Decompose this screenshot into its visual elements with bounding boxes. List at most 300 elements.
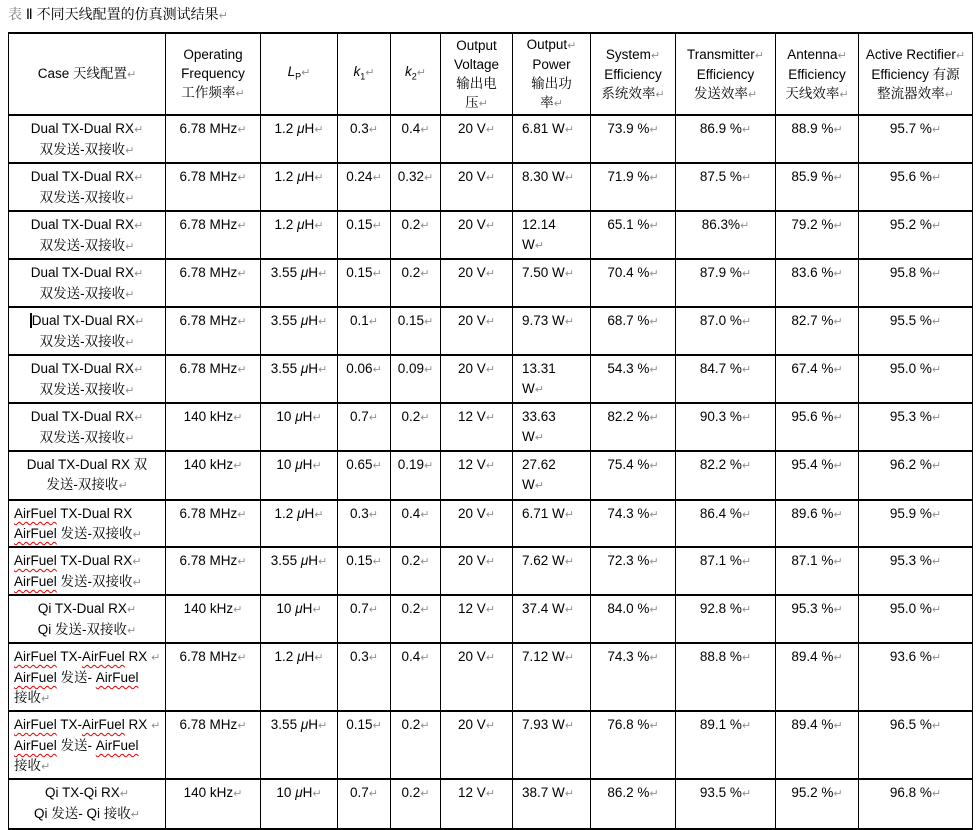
return-mark: ↵ (416, 65, 426, 79)
return-mark: ↵ (424, 363, 434, 376)
cell-r2-tx[interactable]: 87.5 %↵ (676, 163, 776, 211)
cell-r14-freq[interactable]: 140 kHz↵ (166, 779, 261, 829)
cell-r9-k1[interactable]: 0.3↵ (338, 500, 391, 547)
return-mark: ↵ (741, 603, 752, 616)
return-mark: ↵ (132, 576, 142, 589)
cell-r12-sys[interactable]: 74.3 %↵ (591, 643, 676, 711)
cell-r1-lp[interactable]: 1.2 μH↵ (261, 115, 338, 163)
cell-r14-k1[interactable]: 0.7↵ (338, 779, 391, 829)
cell-r6-lp[interactable]: 3.55 μH↵ (261, 355, 338, 403)
return-mark: ↵ (564, 651, 574, 664)
return-mark: ↵ (372, 555, 382, 568)
cell-r1-vout[interactable]: 20 V↵ (441, 115, 513, 163)
cell-r10-freq[interactable]: 6.78 MHz↵ (166, 547, 261, 595)
cell-r7-vout[interactable]: 12 V↵ (441, 403, 513, 451)
cell-r1-rect[interactable]: 95.7 %↵ (859, 115, 973, 163)
cell-r3-k2[interactable]: 0.2↵ (391, 211, 441, 259)
return-mark: ↵ (420, 555, 430, 568)
cell-r6-freq[interactable]: 6.78 MHz↵ (166, 355, 261, 403)
table-row (9, 711, 973, 779)
cell-r3-pout[interactable]: 12.14 W↵ (513, 211, 591, 259)
return-mark: ↵ (839, 87, 849, 101)
cell-r13-vout[interactable]: 20 V↵ (441, 711, 513, 779)
return-mark: ↵ (301, 65, 311, 79)
return-mark: ↵ (151, 719, 161, 732)
cell-r7-case[interactable]: Dual TX-Dual RX↵ 双发送-双接收↵ (9, 403, 166, 451)
return-mark: ↵ (314, 171, 324, 184)
cell-r5-lp[interactable]: 3.55 μH↵ (261, 307, 338, 355)
return-mark: ↵ (125, 432, 135, 445)
cell-r6-k2[interactable]: 0.09↵ (391, 355, 441, 403)
return-mark: ↵ (833, 787, 843, 800)
return-mark: ↵ (741, 123, 752, 136)
return-mark: ↵ (41, 760, 51, 773)
cell-r11-sys[interactable]: 84.0 %↵ (591, 595, 676, 643)
cell-r5-vout[interactable]: 20 V↵ (441, 307, 513, 355)
cell-r3-vout[interactable]: 20 V↵ (441, 211, 513, 259)
cell-r6-sys[interactable]: 54.3 %↵ (591, 355, 676, 403)
return-mark: ↵ (368, 123, 378, 136)
cell-r1-k2[interactable]: 0.4↵ (391, 115, 441, 163)
return-mark: ↵ (125, 384, 135, 397)
return-mark: ↵ (649, 411, 659, 424)
cell-r8-lp[interactable]: 10 μH↵ (261, 451, 338, 500)
cell-r13-sys[interactable]: 76.8 %↵ (591, 711, 676, 779)
return-mark: ↵ (833, 123, 843, 136)
return-mark: ↵ (134, 123, 144, 136)
cell-r12-rect[interactable]: 93.6 %↵ (859, 643, 973, 711)
cell-r4-freq[interactable]: 6.78 MHz↵ (166, 259, 261, 307)
misspelled-word: AirFuel (82, 717, 125, 732)
return-mark: ↵ (365, 65, 375, 79)
cell-r10-sys[interactable]: 72.3 %↵ (591, 547, 676, 595)
cell-r2-k1[interactable]: 0.24↵ (338, 163, 391, 211)
return-mark: ↵ (534, 431, 544, 444)
return-mark: ↵ (41, 692, 51, 705)
cell-r5-tx[interactable]: 87.0 %↵ (676, 307, 776, 355)
cell-r7-lp[interactable]: 10 μH↵ (261, 403, 338, 451)
return-mark: ↵ (741, 363, 752, 376)
cell-r5-pout[interactable]: 9.73 W↵ (513, 307, 591, 355)
cell-r3-ant[interactable]: 79.2 %↵ (776, 211, 859, 259)
return-mark: ↵ (235, 87, 245, 100)
cell-r9-ant[interactable]: 89.6 %↵ (776, 500, 859, 547)
cell-r4-ant[interactable]: 83.6 %↵ (776, 259, 859, 307)
header-case[interactable]: Case 天线配置↵ (9, 33, 166, 115)
table-row (9, 643, 973, 711)
cell-r12-freq[interactable]: 6.78 MHz↵ (166, 643, 261, 711)
return-mark: ↵ (125, 240, 135, 253)
return-mark: ↵ (485, 555, 495, 568)
return-mark: ↵ (944, 87, 954, 101)
return-mark: ↵ (485, 651, 495, 664)
cell-r9-case[interactable]: AirFuel TX-Dual RX AirFuel 发送-双接收↵ (9, 500, 166, 547)
return-mark: ↵ (649, 459, 659, 472)
return-mark: ↵ (649, 508, 659, 521)
return-mark: ↵ (237, 219, 247, 232)
return-mark: ↵ (833, 459, 843, 472)
cell-r12-tx[interactable]: 88.8 %↵ (676, 643, 776, 711)
return-mark: ↵ (372, 219, 382, 232)
return-mark: ↵ (534, 239, 544, 252)
return-mark: ↵ (564, 555, 574, 568)
return-mark: ↵ (314, 219, 324, 232)
return-mark: ↵ (931, 411, 942, 424)
cell-r14-sys[interactable]: 86.2 %↵ (591, 779, 676, 829)
cell-r7-rect[interactable]: 95.3 %↵ (859, 403, 973, 451)
return-mark: ↵ (233, 411, 243, 424)
cell-r2-freq[interactable]: 6.78 MHz↵ (166, 163, 261, 211)
cell-r11-freq[interactable]: 140 kHz↵ (166, 595, 261, 643)
table-row (9, 211, 973, 259)
header-tx[interactable]: Transmitter↵ Efficiency 发送效率↵ (676, 33, 776, 115)
cell-r9-sys[interactable]: 74.3 %↵ (591, 500, 676, 547)
cell-r11-case[interactable]: Qi TX-Dual RX↵ Qi 发送-双接收↵ (9, 595, 166, 643)
cell-r10-pout[interactable]: 7.62 W↵ (513, 547, 591, 595)
cell-r6-rect[interactable]: 95.0 %↵ (859, 355, 973, 403)
return-mark: ↵ (741, 719, 752, 732)
cell-r8-sys[interactable]: 75.4 %↵ (591, 451, 676, 500)
cell-r1-freq[interactable]: 6.78 MHz↵ (166, 115, 261, 163)
cell-r11-k2[interactable]: 0.2↵ (391, 595, 441, 643)
cell-r12-lp[interactable]: 1.2 μH↵ (261, 643, 338, 711)
return-mark: ↵ (649, 171, 659, 184)
return-mark: ↵ (833, 315, 843, 328)
cell-r10-tx[interactable]: 87.1 %↵ (676, 547, 776, 595)
return-mark: ↵ (237, 267, 247, 280)
return-mark: ↵ (237, 508, 247, 521)
table-caption[interactable] (8, 4, 980, 26)
table-row (9, 259, 973, 307)
cell-r13-k1[interactable]: 0.15↵ (338, 711, 391, 779)
cell-r12-vout[interactable]: 20 V↵ (441, 643, 513, 711)
return-mark: ↵ (420, 267, 430, 280)
return-mark: ↵ (567, 39, 577, 52)
results-table (8, 32, 973, 830)
cell-r9-lp[interactable]: 1.2 μH↵ (261, 500, 338, 547)
cell-r1-pout[interactable]: 6.81 W↵ (513, 115, 591, 163)
cell-r7-sys[interactable]: 82.2 %↵ (591, 403, 676, 451)
return-mark: ↵ (741, 459, 752, 472)
cell-r3-lp[interactable]: 1.2 μH↵ (261, 211, 338, 259)
cell-r14-ant[interactable]: 95.2 %↵ (776, 779, 859, 829)
cell-r4-rect[interactable]: 95.8 %↵ (859, 259, 973, 307)
cell-r14-tx[interactable]: 93.5 %↵ (676, 779, 776, 829)
cell-r10-case[interactable]: AirFuel TX-Dual RX↵ AirFuel 发送-双接收↵ (9, 547, 166, 595)
return-mark: ↵ (931, 267, 942, 280)
caption-label: 表 (8, 6, 26, 22)
cell-r6-pout[interactable]: 13.31 W↵ (513, 355, 591, 403)
return-mark: ↵ (368, 508, 378, 521)
cell-r10-rect[interactable]: 95.3 %↵ (859, 547, 973, 595)
table-row (9, 451, 973, 500)
cell-r2-k2[interactable]: 0.32↵ (391, 163, 441, 211)
cell-r2-rect[interactable]: 95.6 %↵ (859, 163, 973, 211)
misspelled-word: AirFuel (14, 526, 57, 541)
return-mark: ↵ (135, 315, 145, 328)
cell-r3-freq[interactable]: 6.78 MHz↵ (166, 211, 261, 259)
return-mark: ↵ (126, 603, 137, 616)
return-mark: ↵ (132, 528, 142, 541)
cell-r5-sys[interactable]: 68.7 %↵ (591, 307, 676, 355)
cell-r14-k2[interactable]: 0.2↵ (391, 779, 441, 829)
return-mark: ↵ (833, 219, 843, 232)
header-freq[interactable]: Operating Frequency 工作频率↵ (166, 33, 261, 115)
return-mark: ↵ (564, 508, 574, 521)
return-mark: ↵ (420, 603, 430, 616)
cell-r8-pout[interactable]: 27.62 W↵ (513, 451, 591, 500)
return-mark: ↵ (649, 719, 659, 732)
cell-r6-ant[interactable]: 67.4 %↵ (776, 355, 859, 403)
return-mark: ↵ (650, 48, 661, 62)
cell-r8-freq[interactable]: 140 kHz↵ (166, 451, 261, 500)
cell-r9-freq[interactable]: 6.78 MHz↵ (166, 500, 261, 547)
return-mark: ↵ (372, 267, 382, 280)
cell-r12-k2[interactable]: 0.4↵ (391, 643, 441, 711)
header-lp[interactable]: $L_P↵$ (261, 33, 338, 115)
misspelled-word: AirFuel (14, 738, 57, 753)
return-mark: ↵ (368, 651, 378, 664)
cell-r8-k2[interactable]: 0.19↵ (391, 451, 441, 500)
return-mark: ↵ (312, 787, 322, 800)
cell-r7-k2[interactable]: 0.2↵ (391, 403, 441, 451)
cell-r3-tx[interactable]: 86.3%↵ (676, 211, 776, 259)
header-rect[interactable]: Active Rectifier↵ Efficiency 有源 整流器效率↵ (859, 33, 973, 115)
return-mark: ↵ (317, 555, 328, 568)
cell-r3-case[interactable]: Dual TX-Dual RX↵ 双发送-双接收↵ (9, 211, 166, 259)
return-mark: ↵ (833, 171, 843, 184)
return-mark: ↵ (553, 97, 563, 110)
cell-r2-sys[interactable]: 71.9 %↵ (591, 163, 676, 211)
header-vout[interactable]: Output Voltage 输出电 压↵ (441, 33, 513, 115)
cell-r6-case[interactable]: Dual TX-Dual RX↵ 双发送-双接收↵ (9, 355, 166, 403)
cell-r8-vout[interactable]: 12 V↵ (441, 451, 513, 500)
cell-r9-k2[interactable]: 0.4↵ (391, 500, 441, 547)
return-mark: ↵ (741, 171, 752, 184)
cell-r9-pout[interactable]: 6.71 W↵ (513, 500, 591, 547)
cell-r13-pout[interactable]: 7.93 W↵ (513, 711, 591, 779)
cell-r14-case[interactable]: Qi TX-Qi RX↵ Qi 发送- Qi 接收↵ (9, 779, 166, 829)
return-mark: ↵ (485, 171, 495, 184)
header-row (9, 33, 973, 115)
cell-r5-rect[interactable]: 95.5 %↵ (859, 307, 973, 355)
header-k1[interactable]: $k_1↵$ (338, 33, 391, 115)
cell-r13-ant[interactable]: 89.4 %↵ (776, 711, 859, 779)
return-mark: ↵ (485, 411, 495, 424)
cell-r11-rect[interactable]: 95.0 %↵ (859, 595, 973, 643)
cell-r4-k2[interactable]: 0.2↵ (391, 259, 441, 307)
cell-r7-freq[interactable]: 140 kHz↵ (166, 403, 261, 451)
return-mark: ↵ (420, 651, 430, 664)
return-mark: ↵ (368, 315, 378, 328)
return-mark: ↵ (741, 555, 752, 568)
return-mark: ↵ (424, 315, 434, 328)
cell-r2-pout[interactable]: 8.30 W↵ (513, 163, 591, 211)
cell-r6-tx[interactable]: 84.7 %↵ (676, 355, 776, 403)
return-mark: ↵ (368, 603, 378, 616)
cell-r4-k1[interactable]: 0.15↵ (338, 259, 391, 307)
return-mark: ↵ (747, 87, 758, 101)
header-ant[interactable]: Antenna↵ Efficiency 天线效率↵ (776, 33, 859, 115)
return-mark: ↵ (368, 787, 378, 800)
return-mark: ↵ (233, 459, 243, 472)
misspelled-word: AirFuel (14, 649, 57, 664)
cell-r12-k1[interactable]: 0.3↵ (338, 643, 391, 711)
cell-r6-vout[interactable]: 20 V↵ (441, 355, 513, 403)
header-pout[interactable]: Output↵ Power 输出功 率↵ (513, 33, 591, 115)
cell-r10-k1[interactable]: 0.15↵ (338, 547, 391, 595)
return-mark: ↵ (741, 267, 752, 280)
misspelled-word: AirFuel (82, 649, 125, 664)
cell-r7-ant[interactable]: 95.6 %↵ (776, 403, 859, 451)
misspelled-word: AirFuel (14, 506, 57, 521)
cell-r11-tx[interactable]: 92.8 %↵ (676, 595, 776, 643)
header-k2[interactable]: $k_2↵$ (391, 33, 441, 115)
return-mark: ↵ (649, 123, 659, 136)
cell-r7-tx[interactable]: 90.3 %↵ (676, 403, 776, 451)
cell-r13-tx[interactable]: 89.1 %↵ (676, 711, 776, 779)
table-row (9, 779, 973, 829)
return-mark: ↵ (485, 787, 495, 800)
return-mark: ↵ (564, 267, 574, 280)
return-mark: ↵ (754, 48, 764, 62)
return-mark: ↵ (134, 219, 144, 232)
return-mark: ↵ (485, 603, 495, 616)
return-mark: ↵ (741, 651, 752, 664)
return-mark: ↵ (485, 315, 495, 328)
return-mark: ↵ (312, 459, 322, 472)
return-mark: ↵ (931, 459, 942, 472)
cell-r1-tx[interactable]: 86.9 %↵ (676, 115, 776, 163)
return-mark: ↵ (237, 171, 247, 184)
return-mark: ↵ (833, 411, 843, 424)
return-mark: ↵ (485, 267, 495, 280)
return-mark: ↵ (564, 603, 574, 616)
cell-r11-k1[interactable]: 0.7↵ (338, 595, 391, 643)
cell-r4-lp[interactable]: 3.55 μH↵ (261, 259, 338, 307)
return-mark: ↵ (119, 787, 129, 800)
cell-r13-freq[interactable]: 6.78 MHz↵ (166, 711, 261, 779)
cell-r13-rect[interactable]: 96.5 %↵ (859, 711, 973, 779)
cell-r4-sys[interactable]: 70.4 %↵ (591, 259, 676, 307)
return-mark: ↵ (372, 171, 382, 184)
table-row (9, 547, 973, 595)
cell-r12-case[interactable]: AirFuel TX-AirFuel RX ↵ AirFuel 发送- AirFuel 接收↵ (9, 643, 166, 711)
cell-r9-tx[interactable]: 86.4 %↵ (676, 500, 776, 547)
cell-r3-rect[interactable]: 95.2 %↵ (859, 211, 973, 259)
cell-r8-rect[interactable]: 96.2 %↵ (859, 451, 973, 500)
return-mark: ↵ (237, 315, 247, 328)
cell-r1-case[interactable]: Dual TX-Dual RX↵ 双发送-双接收↵ (9, 115, 166, 163)
cell-r11-lp[interactable]: 10 μH↵ (261, 595, 338, 643)
misspelled-word: AirFuel (95, 670, 139, 685)
cell-r2-ant[interactable]: 85.9 %↵ (776, 163, 859, 211)
cell-r13-lp[interactable]: 3.55 μH↵ (261, 711, 338, 779)
cell-r4-case[interactable]: Dual TX-Dual RX↵ 双发送-双接收↵ (9, 259, 166, 307)
cell-r6-k1[interactable]: 0.06↵ (338, 355, 391, 403)
return-mark: ↵ (237, 555, 247, 568)
cell-r10-k2[interactable]: 0.2↵ (391, 547, 441, 595)
cell-r10-vout[interactable]: 20 V↵ (441, 547, 513, 595)
cell-r14-vout[interactable]: 12 V↵ (441, 779, 513, 829)
return-mark: ↵ (485, 719, 495, 732)
cell-r12-ant[interactable]: 89.4 %↵ (776, 643, 859, 711)
cell-r5-k1[interactable]: 0.1↵ (338, 307, 391, 355)
return-mark: ↵ (931, 363, 942, 376)
return-mark: ↵ (649, 651, 659, 664)
cell-r1-k1[interactable]: 0.3↵ (338, 115, 391, 163)
cell-r1-sys[interactable]: 73.9 %↵ (591, 115, 676, 163)
cell-r8-ant[interactable]: 95.4 %↵ (776, 451, 859, 500)
cell-r1-ant[interactable]: 88.9 %↵ (776, 115, 859, 163)
misspelled-word: AirFuel (95, 738, 139, 753)
cell-r12-pout[interactable]: 7.12 W↵ (513, 643, 591, 711)
cell-r8-tx[interactable]: 82.2 %↵ (676, 451, 776, 500)
return-mark: ↵ (649, 315, 659, 328)
return-mark: ↵ (931, 219, 942, 232)
cell-r5-case[interactable]: Dual TX-Dual RX↵ 双发送-双接收↵ (9, 307, 166, 355)
header-sys[interactable]: System↵ Efficiency 系统效率↵ (591, 33, 676, 115)
misspelled-word: AirFuel (14, 670, 57, 685)
return-mark: ↵ (134, 363, 144, 376)
cell-r3-sys[interactable]: 65.1 %↵ (591, 211, 676, 259)
cell-r5-ant[interactable]: 82.7 %↵ (776, 307, 859, 355)
return-mark: ↵ (134, 411, 144, 424)
cell-r8-case[interactable]: Dual TX-Dual RX 双 发送-双接收↵ (9, 451, 166, 500)
cell-r8-k1[interactable]: 0.65↵ (338, 451, 391, 500)
return-mark: ↵ (649, 555, 659, 568)
return-mark: ↵ (931, 719, 942, 732)
cell-r11-ant[interactable]: 95.3 %↵ (776, 595, 859, 643)
cell-r14-rect[interactable]: 96.8 %↵ (859, 779, 973, 829)
return-mark: ↵ (314, 508, 324, 521)
cell-r7-k1[interactable]: 0.7↵ (338, 403, 391, 451)
return-mark: ↵ (312, 411, 322, 424)
cell-r2-case[interactable]: Dual TX-Dual RX↵ 双发送-双接收↵ (9, 163, 166, 211)
cell-r4-tx[interactable]: 87.9 %↵ (676, 259, 776, 307)
cell-r2-lp[interactable]: 1.2 μH↵ (261, 163, 338, 211)
cell-r14-pout[interactable]: 38.7 W↵ (513, 779, 591, 829)
cell-r4-pout[interactable]: 7.50 W↵ (513, 259, 591, 307)
return-mark: ↵ (312, 603, 322, 616)
return-mark: ↵ (132, 555, 142, 568)
cell-r13-k2[interactable]: 0.2↵ (391, 711, 441, 779)
cell-r4-vout[interactable]: 20 V↵ (441, 259, 513, 307)
cell-r5-k2[interactable]: 0.15↵ (391, 307, 441, 355)
cell-r11-vout[interactable]: 12 V↵ (441, 595, 513, 643)
return-mark: ↵ (424, 171, 434, 184)
return-mark: ↵ (534, 383, 544, 396)
text-cursor (30, 313, 32, 328)
cell-r9-rect[interactable]: 95.9 %↵ (859, 500, 973, 547)
return-mark: ↵ (314, 651, 324, 664)
cell-r14-lp[interactable]: 10 μH↵ (261, 779, 338, 829)
return-mark: ↵ (564, 719, 574, 732)
return-mark: ↵ (931, 315, 942, 328)
return-mark: ↵ (151, 651, 161, 664)
cell-r11-pout[interactable]: 37.4 W↵ (513, 595, 591, 643)
misspelled-word: AirFuel (14, 717, 57, 732)
return-mark: ↵ (218, 9, 228, 22)
cell-r2-vout[interactable]: 20 V↵ (441, 163, 513, 211)
cell-r10-ant[interactable]: 87.1 %↵ (776, 547, 859, 595)
cell-r7-pout[interactable]: 33.63 W↵ (513, 403, 591, 451)
cell-r3-k1[interactable]: 0.15↵ (338, 211, 391, 259)
cell-r5-freq[interactable]: 6.78 MHz↵ (166, 307, 261, 355)
cell-r13-case[interactable]: AirFuel TX-AirFuel RX ↵ AirFuel 发送- AirFuel 接收↵ (9, 711, 166, 779)
cell-r9-vout[interactable]: 20 V↵ (441, 500, 513, 547)
cell-r10-lp[interactable]: 3.55 μH↵ (261, 547, 338, 595)
